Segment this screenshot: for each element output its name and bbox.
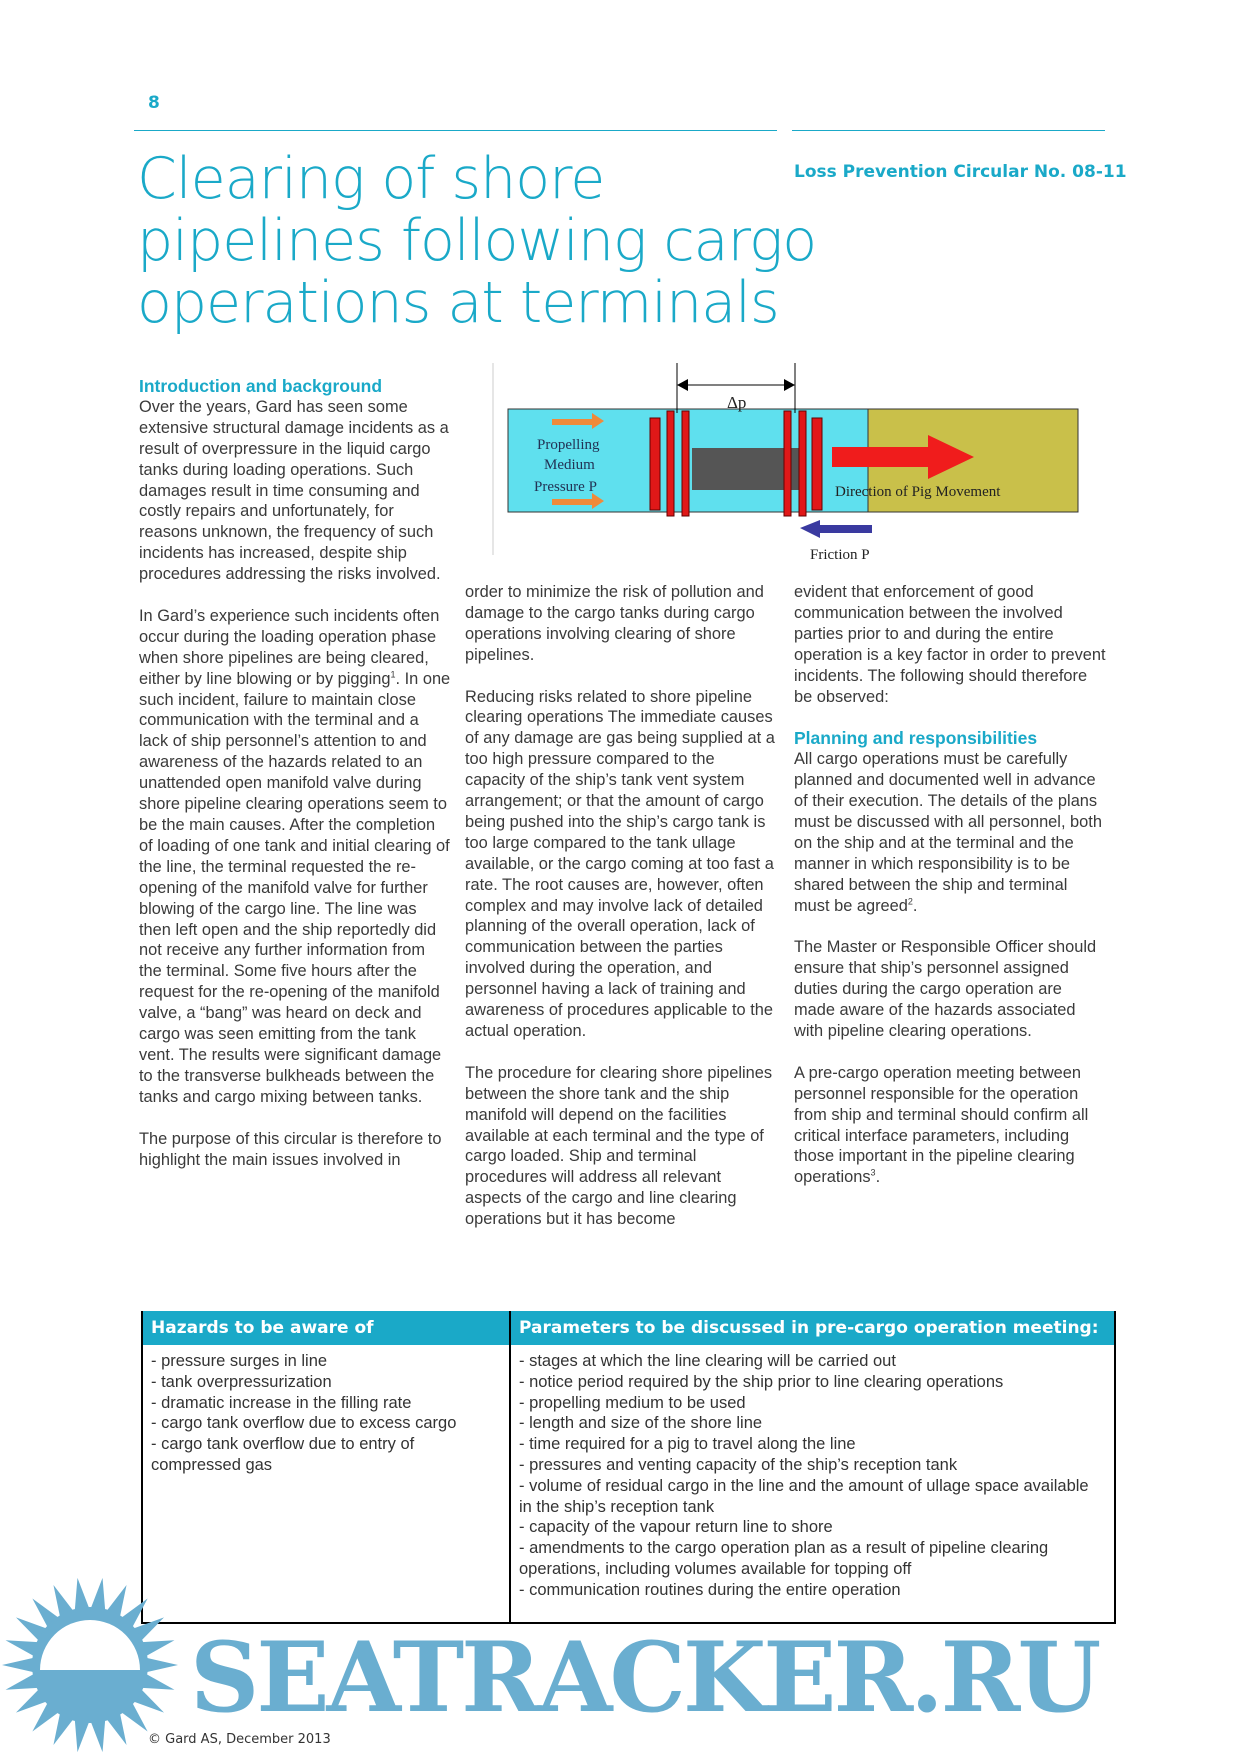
sun-logo-watermark: [0, 1570, 185, 1754]
paragraph: A pre-cargo operation meeting between personnel responsible for the operation from ship and terminal should confirm all critical interface parameters, including those important in the pipeline clearing operations$^3$.: [794, 1063, 1089, 1187]
list-item: - tank overpressurization: [151, 1372, 332, 1391]
column-3: [794, 582, 1106, 1209]
propelling-label: Propelling Medium Pressure P: [534, 437, 600, 495]
circular-number: Loss Prevention Circular No. 08-11: [794, 162, 1127, 182]
sun-ray: [2, 1657, 36, 1672]
parameters-list: [511, 1345, 1114, 1607]
footnote-ref[interactable]: 2: [907, 896, 913, 907]
page-number: 8: [148, 93, 160, 113]
section-heading: Introduction and background: [139, 376, 383, 396]
parameters-column: [511, 1311, 1114, 1622]
list-item: - stages at which the line clearing will be carried out: [519, 1352, 896, 1370]
paragraph: All cargo operations must be carefully planned and documented well in advance of their execution. The details of the plans must be discussed with all personnel, both on the ship and at the terminal and the manner in which responsibility is to be shared between the ship and terminal must be agreed$^2$.: [794, 750, 1102, 915]
friction-label: Friction P: [810, 547, 870, 563]
list-item: - communication routines during the entire operation: [519, 1580, 901, 1599]
delta-label: Δp: [727, 393, 747, 412]
list-item: - notice period required by the ship prior to line clearing operations: [519, 1372, 1004, 1391]
paragraph: The Master or Responsible Officer should ensure that ship’s personnel assigned duties during the cargo operation are made aware of the hazards associated with pipeline clearing operations.: [794, 938, 1097, 1040]
direction-label: Direction of Pig Movement: [835, 484, 1001, 500]
list-item: - capacity of the vapour return line to shore: [519, 1518, 833, 1537]
page-title: [137, 148, 816, 334]
paragraph: The purpose of this circular is therefore to highlight the main issues involved in: [139, 1129, 442, 1169]
sun-ray: [144, 1657, 178, 1672]
paragraph: evident that enforcement of good communication between the involved parties prior to and during the entire operation is a key factor in order to prevent incidents. The following should therefore be observed:: [794, 583, 1106, 706]
list-item: - amendments to the cargo operation plan as a result of pipeline clearing operations, including volumes available for topping off: [519, 1539, 1049, 1578]
friction-arrow: [800, 520, 872, 538]
pig-diagram: [492, 363, 1092, 571]
column-2: [465, 582, 777, 1251]
paragraph: The procedure for clearing shore pipelines between the shore tank and the ship manifold will depend on the facilities available at each terminal and the type of cargo loaded. Ship and terminal procedures will address all relevant aspects of the cargo and line clearing operations but it has become: [465, 1063, 773, 1229]
sun-ray: [75, 1578, 90, 1612]
watermark-text: SEATRACKER.RU: [190, 1621, 1099, 1734]
list-item: - propelling medium to be used: [519, 1393, 746, 1412]
column-1: [139, 376, 451, 1191]
footnote-ref[interactable]: 1: [390, 669, 396, 680]
list-item: - volume of residual cargo in the line and the amount of ullage space available in the ship’s reception tank: [519, 1476, 1089, 1516]
paragraph: order to minimize the risk of pollution and damage to the cargo tanks during cargo operations involving clearing of shore pipelines.: [465, 583, 764, 664]
table-header: Hazards to be aware of: [143, 1311, 509, 1345]
sun-ray: [90, 1718, 105, 1752]
list-item: - dramatic increase in the filling rate: [151, 1393, 412, 1412]
header-rule-right: [792, 130, 1105, 131]
section-heading: Planning and responsibilities: [794, 728, 1038, 749]
list-item: - pressures and venting capacity of the ship’s reception tank: [519, 1455, 958, 1474]
paragraph: In Gard’s experience such incidents often occur during the loading operation phase when shore pipelines are being cleared, either by line blowing or by pigging$^1$. In one such incident, failure to maintain close communication with the terminal and a lack of ship personnel’s attention to and awareness of the hazards related to an unattended open manifold valve during shore pipeline clearing operations seem to be the main causes. After the completion of loading of one tank and initial clearing of the line, the terminal requested the re-opening of the manifold valve for further blowing of the cargo line. The line was then left open and the ship reportedly did not receive any further information from the terminal. Some five hours after the request for the re-opening of the manifold valve, a “bang” was heard on deck and cargo was seen emitting from the tank vent. The results were significant damage to the transverse bulkheads between the tanks and cargo mixing between tanks.: [139, 606, 451, 1106]
list-item: - length and size of the shore line: [519, 1414, 763, 1433]
footnote-ref[interactable]: 3: [870, 1167, 876, 1178]
title-line: operations at terminals: [137, 270, 779, 336]
title-line: pipelines following cargo: [137, 208, 817, 274]
paragraph: Over the years, Gard has seen some extensive structural damage incidents as a result of overpressure in the liquid cargo tanks during loading operations. Such damages result in time consuming and costly repairs and unfortunately, for reasons unknown, the frequency of such incidents has increased, despite ship procedures addressing the risks involved.: [139, 397, 449, 584]
hazards-list: [143, 1345, 509, 1482]
sun-ray: [90, 1578, 105, 1612]
title-line: Clearing of shore: [137, 146, 605, 212]
list-item: - cargo tank overflow due to excess cargo: [151, 1414, 457, 1433]
paragraph: Reducing risks related to shore pipeline clearing operations The immediate causes of any damage are gas being supplied at a too high pressure compared to the capacity of the ship’s tank vent system arrangement; or that the amount of cargo being pushed into the ship’s cargo tank is too large compared to the tank ullage available, or the cargo coming at too fast a rate. The root causes are, however, often complex and may involve lack of detailed planning of the overall operation, lack of communication between the parties involved during the operation, and personnel having a lack of training and awareness of procedures applicable to the actual operation.: [465, 687, 775, 1041]
copyright-footer: © Gard AS, December 2013: [148, 1732, 331, 1747]
list-item: - time required for a pig to travel along the line: [519, 1435, 856, 1454]
sun-ray: [75, 1718, 90, 1752]
table-header: Parameters to be discussed in pre-cargo operation meeting:: [511, 1311, 1114, 1345]
list-item: - pressure surges in line: [151, 1352, 328, 1370]
header-rule-left: [134, 130, 777, 131]
info-table: [141, 1311, 1116, 1624]
hazards-column: [143, 1311, 511, 1622]
list-item: - cargo tank overflow due to entry of compressed gas: [151, 1435, 415, 1474]
